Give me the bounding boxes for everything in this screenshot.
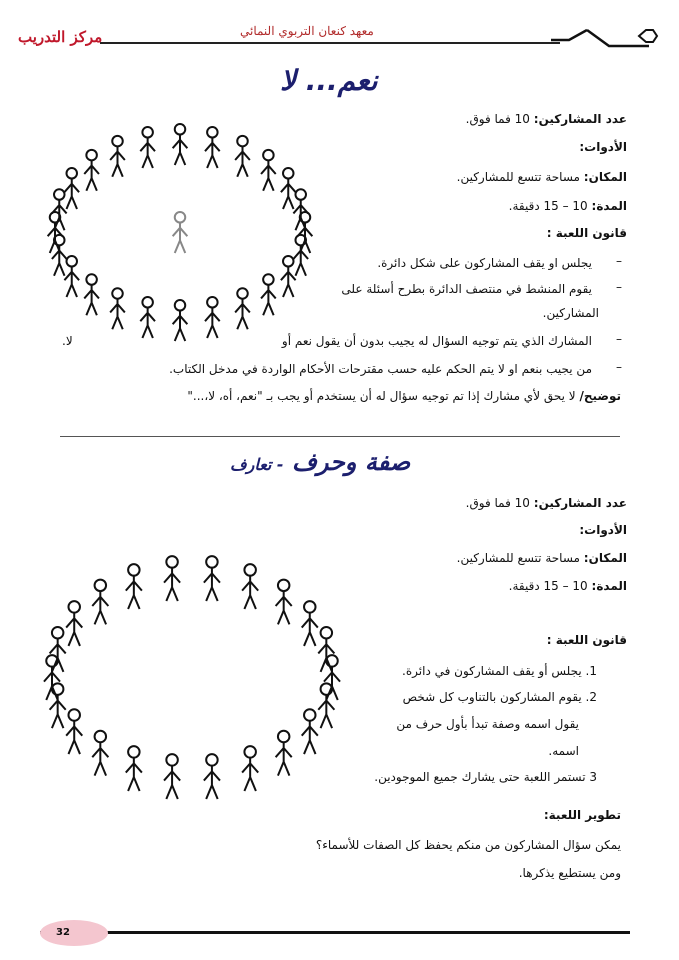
- participants-value: 10 فما فوق.: [465, 112, 530, 126]
- section1-rule-3-end: لا.: [62, 334, 73, 348]
- section2-dev-line-2: ومن يستطيع يذكرها.: [518, 866, 621, 880]
- stick-figure: [164, 556, 180, 601]
- section2-title-sub: - تعارف: [230, 455, 284, 474]
- footer-rule: [40, 931, 630, 934]
- section2-title: [230, 448, 410, 476]
- stick-figure: [235, 136, 250, 177]
- section2-place: [457, 551, 627, 565]
- place-value: مساحة تتسع للمشاركين.: [456, 170, 580, 184]
- duration-value: 10 – 15 دقيقة.: [508, 579, 588, 593]
- circle-figure-illustration-1: [30, 120, 330, 350]
- stick-figure: [235, 288, 250, 329]
- section2-tools-label: الأدوات:: [579, 523, 627, 537]
- section1-tools-label: الأدوات:: [579, 140, 627, 154]
- stick-figure: [164, 754, 180, 799]
- section1-duration: [509, 199, 627, 213]
- section2-rule-3: 3 تستمر اللعبة حتى يشارك جميع الموجودين.: [374, 770, 597, 784]
- place-label: المكان:: [583, 170, 627, 184]
- stick-figure: [261, 150, 276, 191]
- stick-figure: [242, 564, 258, 609]
- stick-figure: [84, 150, 99, 191]
- stick-figure: [126, 564, 142, 609]
- section2-rule-1: 1. يجلس أو يقف المشاركون في دائرة.: [402, 664, 597, 678]
- stick-figure: [276, 731, 292, 776]
- stick-figure: [140, 127, 155, 168]
- stick-figure: [173, 212, 188, 253]
- stick-figure: [281, 256, 296, 297]
- duration-label: المدة:: [591, 579, 627, 593]
- participants-value: 10 فما فوق.: [465, 496, 530, 510]
- note-text: لا يحق لأي مشارك إذا تم توجيه سؤال له أن يستخدم أو يجب بـ "نعم، أه، لا،...": [187, 389, 576, 403]
- stick-figure: [110, 136, 125, 177]
- bullet-dash: –: [616, 254, 622, 268]
- stick-figure: [173, 300, 188, 341]
- stick-figure: [261, 274, 276, 315]
- section1-rule-2-cont: المشاركين.: [542, 306, 599, 320]
- section1-rule-4: من يجيب بنعم او لا يتم الحكم عليه حسب مقترحات الأحكام الواردة في مدخل الكتاب.: [169, 362, 592, 376]
- stick-figure: [204, 556, 220, 601]
- page-number-badge: [40, 920, 108, 946]
- section-divider: [60, 436, 620, 437]
- page-number: 32: [56, 927, 70, 938]
- stick-figure: [140, 297, 155, 338]
- participants-label: عدد المشاركين:: [533, 496, 627, 510]
- stick-figure: [205, 127, 220, 168]
- section1-rule-1: يجلس او يقف المشاركون على شكل دائرة.: [377, 256, 592, 270]
- stick-figure: [64, 256, 79, 297]
- stick-figure: [204, 754, 220, 799]
- stick-figure: [302, 709, 318, 754]
- section2-rule-2: 2. يقوم المشاركون بالتناوب كل شخص: [402, 690, 597, 704]
- header-rule: [100, 42, 560, 44]
- section1-note: [187, 389, 621, 403]
- stick-figure: [92, 580, 108, 625]
- place-value: مساحة تتسع للمشاركين.: [456, 551, 580, 565]
- header-left-title: مركز التدريب: [18, 28, 103, 46]
- section1-rules-label: قانون اللعبة :: [546, 226, 627, 240]
- section2-rule-2-cont: يقول اسمه وصفة تبدأ بأول حرف من: [396, 717, 579, 731]
- stick-figure: [110, 288, 125, 329]
- note-label: توضيح/: [579, 389, 621, 403]
- stick-figure: [302, 601, 318, 646]
- stick-figure: [318, 683, 334, 728]
- stick-figure: [64, 168, 79, 209]
- stick-figure: [324, 655, 340, 700]
- stick-figure: [126, 746, 142, 791]
- stick-figure: [318, 627, 334, 672]
- section2-rule-2-end: اسمه.: [548, 744, 579, 758]
- stick-figure: [50, 627, 66, 672]
- bullet-dash: –: [616, 360, 622, 374]
- section1-place: [457, 170, 627, 184]
- section1-participants: [466, 112, 627, 126]
- stick-figure: [205, 297, 220, 338]
- bullet-dash: –: [616, 280, 622, 294]
- bullet-dash: –: [616, 332, 622, 346]
- stick-figure: [173, 124, 188, 165]
- section2-participants: [466, 496, 627, 510]
- section1-rule-3: المشارك الذي يتم توجيه السؤال له يجيب بدون أن يقول نعم أو: [281, 334, 592, 348]
- section2-title-main: صفة وحرف: [291, 448, 411, 476]
- stick-figure: [50, 683, 66, 728]
- stick-figure: [242, 746, 258, 791]
- header-center-title: معهد كنعان التربوي النمائي: [240, 24, 374, 38]
- section2-rules-label: قانون اللعبة :: [546, 633, 627, 647]
- section2-dev-line-1: يمكن سؤال المشاركون من منكم يحفظ كل الصفات للأسماء؟: [315, 838, 621, 852]
- duration-label: المدة:: [591, 199, 627, 213]
- stick-figure: [276, 580, 292, 625]
- section1-rule-2: يقوم المنشط في منتصف الدائرة بطرح أسئلة على: [341, 282, 592, 296]
- place-label: المكان:: [583, 551, 627, 565]
- stick-figure: [92, 731, 108, 776]
- stick-figure: [66, 601, 82, 646]
- section1-title: نعم... لا: [280, 64, 378, 97]
- circle-figure-illustration-2: [30, 555, 360, 805]
- stick-figure: [293, 235, 308, 276]
- logo-icon: [549, 22, 659, 56]
- stick-figure: [66, 709, 82, 754]
- stick-figure: [84, 274, 99, 315]
- section2-dev-label: تطوير اللعبة:: [543, 808, 621, 822]
- participants-label: عدد المشاركين:: [533, 112, 627, 126]
- section2-duration: [509, 579, 627, 593]
- stick-figure: [281, 168, 296, 209]
- duration-value: 10 – 15 دقيقة.: [508, 199, 588, 213]
- stick-figure: [44, 655, 60, 700]
